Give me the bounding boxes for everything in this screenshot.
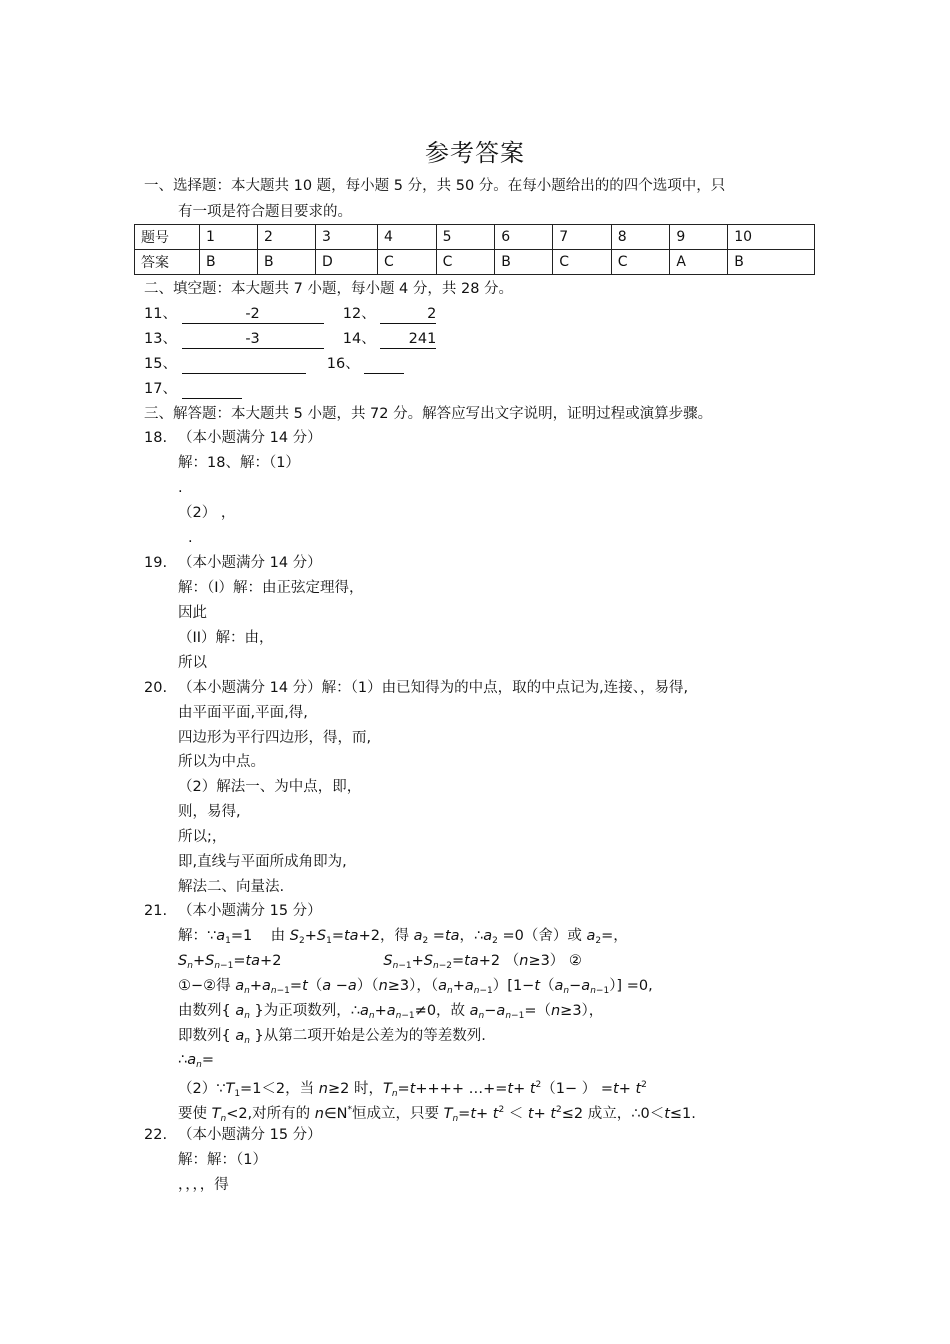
- q20-points: （本小题满分 14 分）解：（1）由已知得为的中点，取的中点记为,连接、，易得,: [178, 680, 689, 696]
- answer-cell: A: [670, 250, 728, 275]
- answer-cell: B: [257, 250, 315, 275]
- q21-text: 即数列{: [178, 1028, 236, 1044]
- fill-blank-row-13-14: [144, 329, 436, 349]
- row-label-number: 题号: [135, 225, 200, 250]
- q19-line: 解：（I）解：由正弦定理得，: [178, 580, 364, 596]
- answer-cell: C: [611, 250, 670, 275]
- question-number: 5: [436, 225, 495, 250]
- fill-blank-row-17: [144, 379, 242, 399]
- q12-label: 12、: [342, 306, 376, 322]
- q22-number: 22.: [144, 1127, 168, 1143]
- question-number: 6: [495, 225, 553, 250]
- q18-points: （本小题满分 14 分）: [178, 430, 322, 446]
- q11-label: 11、: [144, 306, 177, 322]
- q21-number: 21.: [144, 903, 168, 919]
- question-number: 9: [670, 225, 728, 250]
- q18-line: 解：18、解：（1）: [178, 455, 300, 471]
- answer-cell: B: [728, 250, 815, 275]
- q18-line: .: [178, 480, 183, 496]
- q15-label: 15、: [144, 356, 177, 372]
- q22-line: ，，，，得: [178, 1177, 229, 1193]
- answer-cell: C: [378, 250, 437, 275]
- q21-line-7: $(2)\because T_1=1<2$，当 n≥2 时，$T_n=t++++$ …+=t+ $t^2(1-$ ） $=t+ t^2$: [178, 1080, 647, 1099]
- q21-line-3: ①−②得 $a_n+a_{n-1}=t(a -a)(n\ge 3)$，$(a_n+a_{n-1})[1-t(a_n-a_{n-1})] =0$,: [178, 978, 653, 996]
- answer-cell: C: [553, 250, 612, 275]
- q22-points: （本小题满分 15 分）: [178, 1127, 322, 1143]
- q20-line: 解法二、向量法.: [178, 879, 285, 895]
- q18-line: .: [188, 530, 193, 546]
- q20-line: 即,直线与平面所成角即为,: [178, 854, 347, 870]
- q22-header: [144, 1125, 322, 1145]
- q21-line-4: 由数列{ $a_n$ }为正项数列，$\therefore a_n+a_{n-1}\ne 0$，故 $a_n-a_{n-1}=(n\ge 3)$，: [178, 1003, 604, 1021]
- answer-cell: B: [495, 250, 553, 275]
- q19-line: （II）解：由，: [178, 630, 274, 646]
- q20-line: 四边形为平行四边形，得，而,: [178, 730, 372, 746]
- answer-cell: B: [200, 250, 258, 275]
- q19-line: 所以: [178, 655, 207, 671]
- q21-header: [144, 901, 322, 921]
- question-number: 3: [315, 225, 377, 250]
- fill-blank-row-15-16: [144, 354, 404, 374]
- table-row-numbers: [135, 225, 815, 250]
- q17-label: 17、: [144, 381, 177, 397]
- section1-heading-line2: 有一项是符合题目要求的。: [178, 204, 352, 220]
- question-number: 1: [200, 225, 258, 250]
- q20-line: 则，易得,: [178, 804, 241, 820]
- question-number: 10: [728, 225, 815, 250]
- q16-label: 16、: [326, 356, 360, 372]
- answer-table: [134, 224, 815, 275]
- table-row-answers: [135, 250, 815, 275]
- question-number: 2: [257, 225, 315, 250]
- q21-text: }从第二项开始是公差为的等差数列.: [249, 1028, 486, 1044]
- section3-heading: 三、解答题：本大题共 5 小题，共 72 分。解答应写出文字说明，证明过程或演算步骤。: [144, 406, 713, 422]
- q20-line: 由平面平面,平面,得,: [178, 705, 308, 721]
- q16-answer-blank: [364, 356, 404, 374]
- q20-header: [144, 678, 688, 698]
- q19-header: [144, 553, 322, 573]
- q17-answer-blank: [182, 381, 242, 399]
- section1-heading-line1: 一、选择题：本大题共 10 题，每小题 5 分，共 50 分。在每小题给出的的四个选项中，只: [144, 178, 726, 194]
- q20-line: 所以为中点。: [178, 754, 265, 770]
- q21-line-5: 即数列{ $a_n$ }从第二项开始是公差为的等差数列.: [178, 1028, 486, 1046]
- answer-cell: D: [315, 250, 377, 275]
- q18-header: [144, 428, 322, 448]
- q21-line-1: 解：$\because a_1=1$ 由 $S_2+S_1=ta+2$，得 $a_2 =ta$，$\therefore a_2 =0$（舍）或 $a_2=$，: [178, 928, 628, 946]
- page-title: 参考答案: [425, 139, 525, 167]
- q20-line: 所以;，: [178, 829, 227, 845]
- question-number: 4: [378, 225, 437, 250]
- q20-number: 20.: [144, 680, 168, 696]
- q18-line: （2） ，: [178, 505, 236, 521]
- question-number: 8: [611, 225, 670, 250]
- q21-line-6: $\therefore a_n=$: [178, 1052, 214, 1070]
- q19-number: 19.: [144, 555, 168, 571]
- q18-number: 18.: [144, 430, 168, 446]
- q22-line: 解：解：（1）: [178, 1152, 267, 1168]
- answer-cell: C: [436, 250, 495, 275]
- q13-answer: -3: [182, 331, 324, 349]
- q20-line: （2）解法一、为中点，即，: [178, 779, 362, 795]
- q14-answer: 241: [380, 331, 436, 349]
- fill-blank-row-11-12: [144, 304, 436, 324]
- q13-label: 13、: [144, 331, 177, 347]
- q11-answer: -2: [182, 306, 324, 324]
- row-label-answer: 答案: [135, 250, 200, 275]
- q19-points: （本小题满分 14 分）: [178, 555, 322, 571]
- section2-heading: 二、填空题：本大题共 7 小题，每小题 4 分，共 28 分。: [144, 281, 514, 297]
- q21-line-8: 要使 $T_n<2$,对所有的 n∈N*恒成立，只要 $T_n=t+ t^2 < t+ t^2\le 2$ 成立，∴0＜t≤1.: [178, 1105, 696, 1124]
- q14-label: 14、: [342, 331, 376, 347]
- question-number: 7: [553, 225, 612, 250]
- q12-answer: 2: [380, 306, 436, 324]
- q15-answer-blank: [182, 356, 306, 374]
- q19-line: 因此: [178, 605, 207, 621]
- q21-line-2: $S_n+S_{n-1}=ta+2$ $S_{n-1}+S_{n-2}=ta+2$ （n≥3） ②: [178, 953, 582, 971]
- q21-points: （本小题满分 15 分）: [178, 903, 322, 919]
